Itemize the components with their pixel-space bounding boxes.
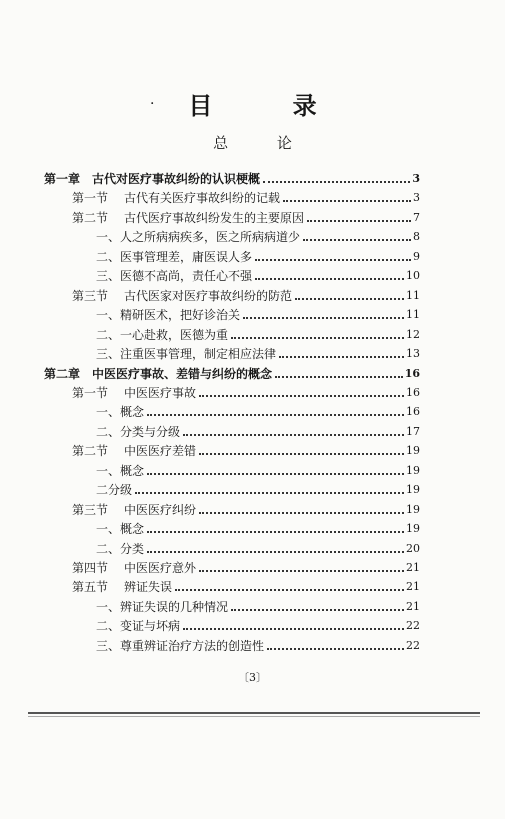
toc-entry-number: 一、 [96, 522, 121, 537]
toc-entry-page: 19 [406, 463, 420, 477]
toc-entry-page: 17 [406, 424, 420, 438]
dot-leader [283, 199, 411, 202]
dot-leader [183, 433, 404, 436]
dot-leader [263, 180, 410, 183]
toc-entry-number: 一、 [96, 308, 121, 323]
page-title: 目 录 [188, 91, 353, 120]
toc-entry-title: 精研医术，把好诊治关 [120, 308, 241, 323]
dot-leader [147, 413, 404, 416]
toc-item-entry[interactable] [96, 518, 420, 536]
toc-item-entry[interactable] [96, 226, 420, 244]
dot-leader [243, 316, 404, 319]
toc-section-entry[interactable] [72, 576, 420, 594]
toc-entry-page: 12 [406, 327, 420, 341]
toc-entry-number: 一、 [96, 463, 121, 478]
toc-entry-number: 一、 [96, 599, 121, 614]
toc-entry-page: 16 [404, 366, 420, 380]
toc-entry-title: 概念 [120, 522, 145, 537]
toc-entry-number: 第二节 [72, 444, 109, 459]
toc-entry-page: 21 [406, 561, 420, 574]
toc-entry-title: 古代有关医疗事故纠纷的记载 [124, 191, 281, 206]
dot-leader [307, 219, 411, 222]
toc-entry-page: 22 [406, 638, 420, 652]
dot-leader [147, 550, 404, 553]
toc-entry-title: 古代医家对医疗事故纠纷的防范 [124, 288, 293, 303]
dot-leader [199, 394, 404, 397]
toc-entry-number: 第四节 [72, 561, 109, 575]
toc-entry-page: 13 [406, 347, 420, 361]
toc-entry-number: 第三节 [72, 502, 109, 517]
toc-entry-title: 古代对医疗事故纠纷的认识梗概 [92, 172, 261, 186]
toc-entry-page: 11 [406, 288, 420, 302]
toc-entry-number: 第三节 [72, 288, 109, 303]
toc-entry-title: 分类 [120, 541, 145, 556]
toc-section-entry[interactable] [72, 557, 420, 575]
dot-leader [147, 472, 404, 475]
toc-entry-title: 分类与分级 [120, 424, 181, 439]
toc-chapter-entry[interactable] [44, 168, 420, 186]
bottom-rule-thin [28, 716, 480, 717]
dot-leader [183, 627, 404, 630]
toc-entry-title: 中医医疗意外 [124, 561, 197, 575]
toc-item-entry[interactable] [96, 343, 420, 361]
toc-entry-title: 概念 [120, 405, 145, 420]
toc-entry-page: 16 [406, 405, 420, 419]
toc-item-entry[interactable] [96, 596, 420, 614]
toc-entry-number: 第一章 [44, 172, 81, 186]
toc-entry-number: 三、 [96, 638, 121, 653]
dot-leader [135, 491, 404, 494]
toc-entry-page: 19 [406, 483, 420, 497]
dot-leader [199, 511, 404, 514]
toc-section-entry[interactable] [72, 382, 420, 400]
toc-entry-number: 三、 [96, 269, 121, 284]
toc-entry-title: 概念 [120, 463, 145, 478]
toc-entry-number: 二、 [96, 424, 121, 439]
toc-entry-number: 二、 [96, 619, 121, 634]
toc-entry-page: 3 [413, 191, 420, 205]
toc-item-entry[interactable] [96, 479, 420, 497]
toc-item-entry[interactable] [96, 635, 420, 653]
toc-entry-number: 第一节 [72, 385, 109, 400]
dot-leader [175, 588, 404, 591]
dot-mark: · [150, 96, 155, 112]
toc-entry-page: 20 [406, 541, 420, 555]
toc-section-entry[interactable] [72, 207, 420, 225]
dot-leader [279, 355, 404, 358]
toc-item-entry[interactable] [96, 421, 420, 439]
toc-entry-page: 19 [406, 522, 420, 536]
section-heading: 总 论 [213, 134, 314, 152]
toc-entry-number: 第二节 [72, 210, 109, 225]
toc-entry-title: 分级 [108, 483, 133, 498]
page-number: 〔3〕 [238, 671, 267, 684]
toc-entry-number: 三、 [96, 347, 121, 362]
bottom-rule [28, 712, 480, 714]
toc-item-entry[interactable] [96, 265, 420, 283]
toc-entry-number: 二、 [96, 249, 121, 264]
toc-entry-page: 22 [406, 619, 420, 633]
toc-entry-title: 辨证失误的几种情况 [120, 599, 229, 614]
toc-entry-title: 中医医疗纠纷 [124, 502, 197, 517]
toc-entry-number: 第一节 [72, 191, 109, 206]
toc-entry-number: 第二章 [44, 366, 81, 381]
dot-leader [275, 375, 403, 378]
toc-entry-title: 辨证失误 [124, 580, 173, 595]
toc-entry-title: 中医医疗差错 [124, 444, 197, 459]
toc-entry-page: 21 [406, 580, 420, 594]
toc-item-entry[interactable] [96, 460, 420, 478]
dot-leader [303, 238, 411, 241]
toc-entry-number: 一、 [96, 230, 121, 245]
dot-leader [147, 530, 404, 533]
toc-entry-title: 中医医疗事故、差错与纠纷的概念 [92, 366, 273, 381]
toc-entry-page: 10 [406, 269, 420, 283]
toc-entry-title: 一心赴救，医德为重 [120, 327, 229, 342]
toc-section-entry[interactable] [72, 285, 420, 303]
toc-entry-page: 21 [406, 599, 420, 613]
toc-entry-number: 第五节 [72, 580, 109, 595]
toc-entry-page: 19 [406, 444, 420, 458]
toc-entry-page: 16 [406, 385, 420, 399]
toc-entry-title: 注重医事管理，制定相应法律 [120, 347, 277, 362]
toc-item-entry[interactable] [96, 538, 420, 556]
toc-item-entry[interactable] [96, 401, 420, 419]
toc-entry-title: 古代医疗事故纠纷发生的主要原因 [124, 210, 305, 225]
toc-entry-title: 变证与坏病 [120, 619, 181, 634]
toc-entry-page: 8 [413, 230, 420, 244]
toc-entry-title: 医德不高尚，责任心不强 [120, 269, 253, 284]
toc-section-entry[interactable] [72, 440, 420, 458]
dot-leader [199, 452, 404, 455]
toc-item-entry[interactable] [96, 615, 420, 633]
dot-leader [255, 258, 411, 261]
toc-item-entry[interactable] [96, 304, 420, 322]
dot-leader [267, 647, 404, 650]
toc-chapter-entry[interactable] [44, 363, 420, 381]
toc-entry-page: 11 [406, 308, 420, 322]
toc-entry-number: 二、 [96, 327, 121, 342]
toc-section-entry[interactable] [72, 499, 420, 517]
dot-leader [231, 608, 404, 611]
toc-entry-title: 尊重辨证治疗方法的创造性 [120, 638, 265, 653]
toc-entry-title: 医事管理差，庸医误人多 [120, 249, 253, 264]
toc-entry-number: 一、 [96, 405, 121, 420]
dot-leader [231, 336, 404, 339]
toc-entry-page: 7 [413, 210, 420, 224]
dot-leader [295, 297, 404, 300]
toc-entry-page: 19 [406, 502, 420, 516]
toc-section-entry[interactable] [72, 187, 420, 205]
toc-item-entry[interactable] [96, 324, 420, 342]
toc-entry-number: 二、 [96, 541, 121, 556]
toc-entry-number: 二 [96, 483, 109, 498]
toc-entry-page: 3 [412, 172, 420, 185]
dot-leader [255, 277, 404, 280]
toc-item-entry[interactable] [96, 246, 420, 264]
toc-entry-title: 中医医疗事故 [124, 385, 197, 400]
dot-leader [199, 569, 404, 572]
toc-entry-title: 人之所病病疾多，医之所病病道少 [120, 230, 301, 245]
toc-entry-page: 9 [413, 249, 420, 263]
